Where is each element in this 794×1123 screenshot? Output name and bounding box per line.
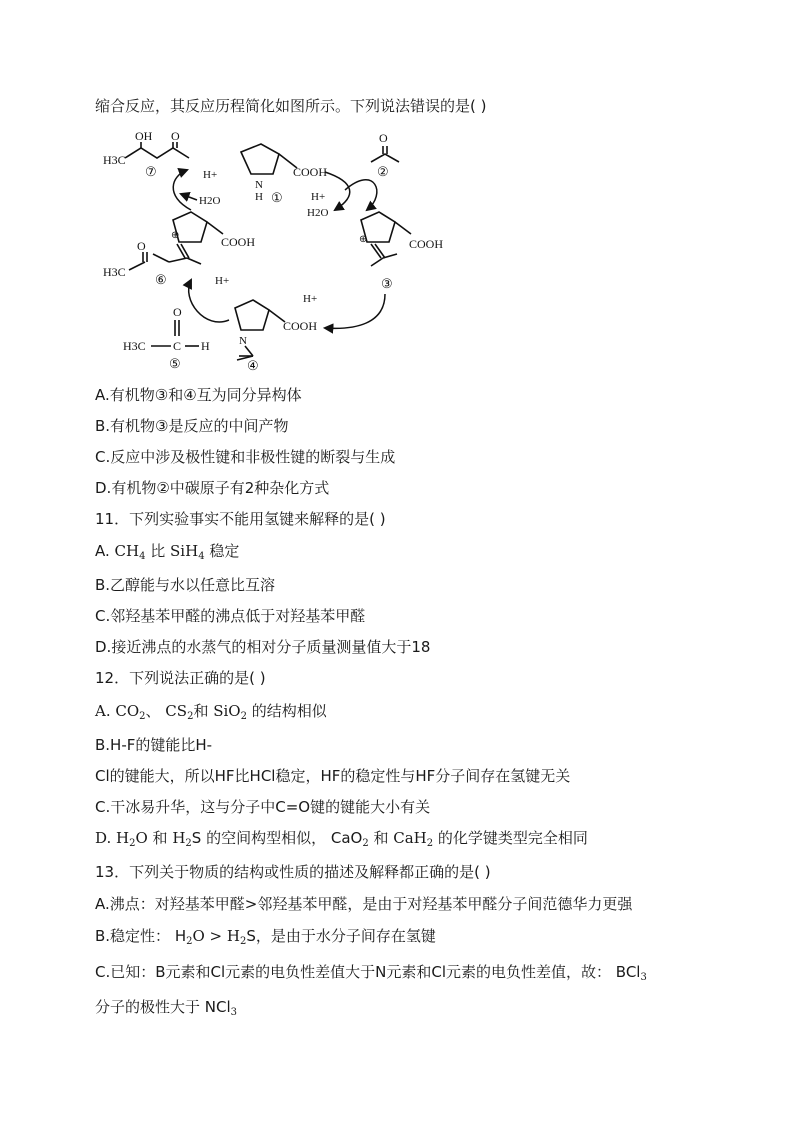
q10-option-b: B.有机物③是反应的中间产物 (95, 417, 289, 435)
compound-4 (235, 300, 317, 372)
n-label-1: N (255, 179, 263, 191)
reaction-mechanism-diagram (95, 124, 455, 372)
q12-option-d: D. $H_2O$ 和 $H_2S$ 的空间构型相似， CaO$_2$ 和 CaH$_2$ 的化学键类型完全相同 (95, 829, 588, 849)
h2o-label-a: H2O (307, 207, 329, 219)
compound-6 (103, 212, 255, 287)
cooh-label-4: COOH (283, 319, 318, 333)
label-1: ① (271, 190, 283, 205)
q11-option-a: A. $CH_4$ 比 SiH$_4$ 稳定 (95, 542, 240, 562)
o-label-2: O (379, 131, 388, 145)
q11-option-b: B.乙醇能与水以任意比互溶 (95, 576, 276, 594)
arrow-6-to-7 (173, 170, 191, 210)
cooh-label-3: COOH (409, 237, 444, 251)
label-6: ⑥ (155, 272, 167, 287)
question-intro: 缩合反应，其反应历程简化如图所示。下列说法错误的是( ) (95, 97, 487, 115)
h-plus-label-d: H+ (203, 169, 218, 181)
compound-7 (103, 129, 189, 179)
arrow-water-release (325, 172, 350, 210)
q10-option-c: C.反应中涉及极性键和非极性键的断裂与生成 (95, 448, 396, 466)
q13-option-b: B.稳定性： $H_2O > H_2S$，是由于水分子间存在氢键 (95, 927, 436, 947)
q10-option-a: A.有机物③和④互为同分异构体 (95, 386, 302, 404)
label-2: ② (377, 164, 389, 179)
q12-option-c: C.干冰易升华，这与分子中C=O键的键能大小有关 (95, 798, 431, 816)
n-label-4: N (239, 335, 247, 347)
o-label-6: O (137, 239, 146, 253)
arrow-3-to-4 (325, 294, 385, 328)
q11-option-c: C.邻羟基苯甲醛的沸点低于对羟基苯甲醛 (95, 607, 366, 625)
label-7: ⑦ (145, 164, 157, 179)
h-label-5: H (201, 339, 210, 353)
nplus-label-6: ⊕ (171, 230, 180, 241)
q13-option-a: A.沸点：对羟基苯甲醛>邻羟基苯甲醛，是由于对羟基苯甲醛分子间范德华力更强 (95, 895, 633, 913)
o-label-5: O (173, 305, 182, 319)
c-label-5: C (173, 339, 182, 353)
q12-option-a: A. $CO_2$、 $CS_2$和 SiO$_2$ 的结构相似 (95, 702, 327, 722)
oh-label: OH (135, 129, 153, 143)
h3c-label: H3C (103, 153, 126, 167)
h-plus-label-a: H+ (311, 191, 326, 203)
label-3: ③ (381, 276, 393, 291)
compound-2 (371, 131, 399, 179)
q13-option-c-line1: C.已知：B元素和Cl元素的电负性差值大于N元素和Cl元素的电负性差值，故： BCl$_3$ (95, 963, 647, 983)
cooh-label-1: COOH (293, 165, 328, 179)
label-5: ⑤ (169, 356, 181, 371)
h-label-1: H (255, 191, 263, 203)
q12-option-b-line2: Cl的键能大，所以HF比HCl稳定，HF的稳定性与HF分子间存在氢键无关 (95, 767, 571, 785)
cooh-label-6: COOH (221, 235, 256, 249)
h-plus-label-c: H+ (215, 275, 230, 287)
compound-3 (359, 212, 443, 291)
q13-option-c-line2: 分子的极性大于 NCl$_3$ (95, 998, 238, 1018)
h3c-label-5: H3C (123, 339, 146, 353)
q13-stem: 13．下列关于物质的结构或性质的描述及解释都正确的是( ) (95, 863, 491, 881)
h-plus-label-b: H+ (303, 293, 318, 305)
q12-option-b-line1: B.H-F的键能比H- (95, 736, 213, 754)
nplus-label-3: ⊕ (359, 234, 368, 245)
q12-stem: 12．下列说法正确的是( ) (95, 669, 266, 687)
o-label: O (171, 129, 180, 143)
label-4: ④ (247, 358, 259, 372)
q11-stem: 11．下列实验事实不能用氢键来解释的是( ) (95, 510, 386, 528)
h3c-label-6: H3C (103, 265, 126, 279)
h2o-label-d: H2O (199, 195, 221, 207)
q11-option-d: D.接近沸点的水蒸气的相对分子质量测量值大于18 (95, 638, 431, 656)
q10-option-d: D.有机物②中碳原子有2种杂化方式 (95, 479, 330, 497)
compound-5 (123, 305, 210, 371)
